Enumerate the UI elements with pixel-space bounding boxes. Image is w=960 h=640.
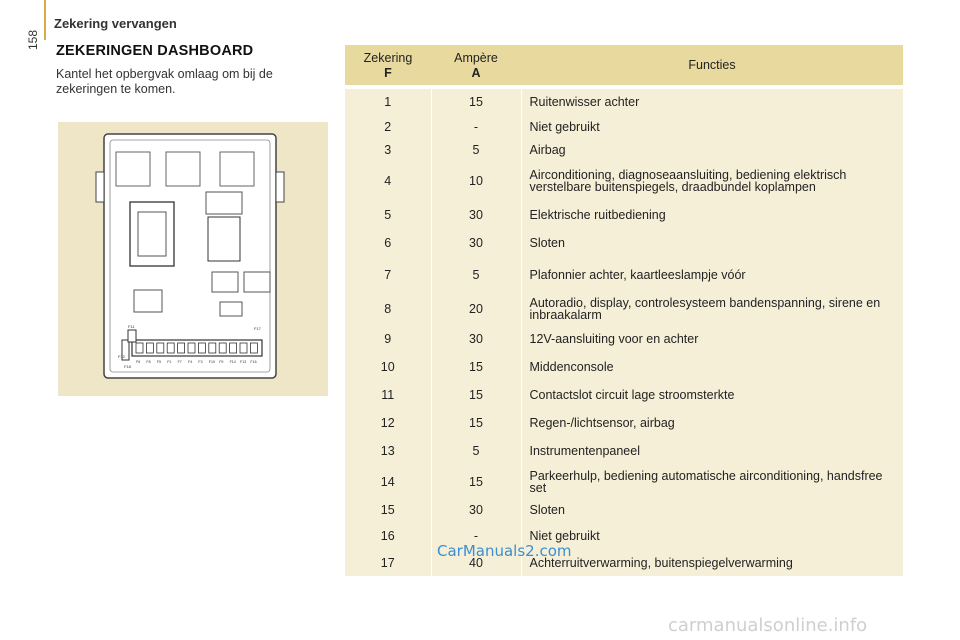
ampere-cell: 15 xyxy=(431,381,521,409)
ampere-cell: 15 xyxy=(431,89,521,115)
fuse-number-cell: 11 xyxy=(345,381,431,409)
page-number: 158 xyxy=(26,30,40,51)
fuse-row-label: F5 xyxy=(156,360,162,364)
header-ampere: Ampère A xyxy=(454,50,498,80)
fuse-number-cell: 7 xyxy=(345,257,431,292)
fuse-slot xyxy=(188,343,195,353)
fuse-label-f18: F18 xyxy=(124,364,131,369)
fuse-number-cell: 9 xyxy=(345,325,431,353)
ampere-cell: 15 xyxy=(431,409,521,437)
table-row xyxy=(345,381,903,409)
ampere-cell: 30 xyxy=(431,498,521,522)
function-cell: Regen-/lichtsensor, airbag xyxy=(529,416,675,430)
fuse-slot xyxy=(146,343,153,353)
fuse-slot xyxy=(198,343,205,353)
chapter-title: Zekering vervangen xyxy=(54,16,177,31)
function-cell: Airconditioning, diagnoseaansluiting, bediening elektrisch verstelbare buitenspiegels, draadbundel koplampen xyxy=(529,168,847,194)
fuse-slot xyxy=(167,343,174,353)
fuse-number-cell: 8 xyxy=(345,292,431,325)
fuse-slot xyxy=(240,343,247,353)
table-row xyxy=(345,353,903,381)
header-fuse: Zekering F xyxy=(363,50,413,80)
table-row xyxy=(345,138,903,161)
fuse-number-cell: 16 xyxy=(345,522,431,550)
ampere-cell: 5 xyxy=(431,437,521,465)
fuse-slot xyxy=(219,343,226,353)
ampere-cell: - xyxy=(431,115,521,138)
function-cell: Niet gebruikt xyxy=(529,119,600,134)
ampere-cell: 30 xyxy=(431,325,521,353)
function-cell: Autoradio, display, controlesysteem bandenspanning, sirene en inbraakalarm xyxy=(529,295,881,322)
table-row xyxy=(345,522,903,550)
function-cell: Airbag xyxy=(529,142,566,157)
fuse-row-label: F13 xyxy=(240,360,247,364)
function-cell: Contactslot circuit lage stroomsterkte xyxy=(529,388,735,402)
fuse-slot xyxy=(209,343,216,353)
fuse-row-label: F8 xyxy=(146,360,151,364)
table-row xyxy=(345,89,903,115)
fuse-table-body xyxy=(345,89,903,576)
fuse-row-label: F9 xyxy=(219,360,224,364)
fuse-row-label: F1 xyxy=(167,360,172,364)
ampere-cell: 20 xyxy=(431,292,521,325)
function-cell: Parkeerhulp, bediening automatische airconditioning, handsfree set xyxy=(529,468,883,495)
intro-text: Kantel het opbergvak omlaag om bij de zekeringen te komen. xyxy=(56,67,273,96)
ampere-cell: 15 xyxy=(431,353,521,381)
ampere-cell: 10 xyxy=(431,161,521,201)
function-cell: Elektrische ruitbediening xyxy=(529,208,666,222)
function-cell: Sloten xyxy=(529,503,565,517)
fuse-row-label: F16 xyxy=(250,360,257,364)
fuse-row-label: F3 xyxy=(198,360,203,364)
fuse-row-label: F6 xyxy=(136,360,141,364)
function-cell: Instrumentenpaneel xyxy=(529,444,640,458)
watermark-carmanuals: CarManuals2.com xyxy=(437,542,572,560)
function-cell: Niet gebruikt xyxy=(529,529,600,543)
table-row xyxy=(345,409,903,437)
fuse-slot xyxy=(136,343,143,353)
table-row xyxy=(345,550,903,576)
fuse-number-cell: 17 xyxy=(345,550,431,576)
fuse-slot xyxy=(178,343,185,353)
fuse-label-f11: F11 xyxy=(128,324,135,329)
fuse-slot xyxy=(230,343,237,353)
fuse-table-wrapper xyxy=(345,45,903,576)
table-row xyxy=(345,201,903,229)
fuse-slot xyxy=(157,343,164,353)
watermark-carmanualsonline: carmanualsonline.info xyxy=(668,615,868,636)
fuse-table xyxy=(345,45,903,576)
table-row xyxy=(345,465,903,498)
function-cell: Plafonnier achter, kaartleeslampje vóór xyxy=(529,267,746,282)
table-row xyxy=(345,161,903,201)
table-row xyxy=(345,325,903,353)
table-row xyxy=(345,257,903,292)
section-title: ZEKERINGEN DASHBOARD xyxy=(56,43,254,59)
function-cell: Ruitenwisser achter xyxy=(529,95,640,109)
header-functions: Functies xyxy=(688,58,736,72)
fuse-slot xyxy=(250,343,257,353)
fuse-number-cell: 4 xyxy=(345,161,431,201)
fuse-number-cell: 14 xyxy=(345,465,431,498)
function-cell: Achterruitverwarming, buitenspiegelverwarming xyxy=(529,556,793,570)
fuse-number-cell: 3 xyxy=(345,138,431,161)
chapter-accent-bar xyxy=(44,0,46,40)
ampere-cell: 15 xyxy=(431,465,521,498)
table-row xyxy=(345,115,903,138)
fuse-number-cell: 5 xyxy=(345,201,431,229)
fuse-number-cell: 15 xyxy=(345,498,431,522)
table-row xyxy=(345,292,903,325)
function-cell: 12V-aansluiting voor en achter xyxy=(529,332,699,346)
table-row xyxy=(345,229,903,257)
fuse-row-label: F10 xyxy=(208,360,216,364)
ampere-cell: 30 xyxy=(431,201,521,229)
fuse-number-cell: 6 xyxy=(345,229,431,257)
table-row xyxy=(345,437,903,465)
fuse-row-label: F14 xyxy=(229,360,236,364)
fuse-number-cell: 2 xyxy=(345,115,431,138)
fuse-number-cell: 10 xyxy=(345,353,431,381)
fuse-number-cell: 1 xyxy=(345,89,431,115)
ampere-cell: 5 xyxy=(431,257,521,292)
fuse-row-label: F7 xyxy=(177,360,182,364)
fuse-box-illustration xyxy=(58,122,328,396)
fuse-row-label: F4 xyxy=(188,360,193,364)
fuse-label-f12: F12 xyxy=(118,354,125,359)
ampere-cell: 30 xyxy=(431,229,521,257)
table-row xyxy=(345,498,903,522)
fuse-box-diagram xyxy=(58,122,328,396)
ampere-cell: 5 xyxy=(431,138,521,161)
ampere-cell: - xyxy=(431,522,521,550)
fuse-number-cell: 13 xyxy=(345,437,431,465)
fuse-number-cell: 12 xyxy=(345,409,431,437)
fuse-label-f17: F17 xyxy=(254,326,261,331)
function-cell: Middenconsole xyxy=(529,360,614,374)
table-header-row xyxy=(345,45,903,85)
function-cell: Sloten xyxy=(529,236,565,250)
ampere-cell: 40 xyxy=(431,550,521,576)
